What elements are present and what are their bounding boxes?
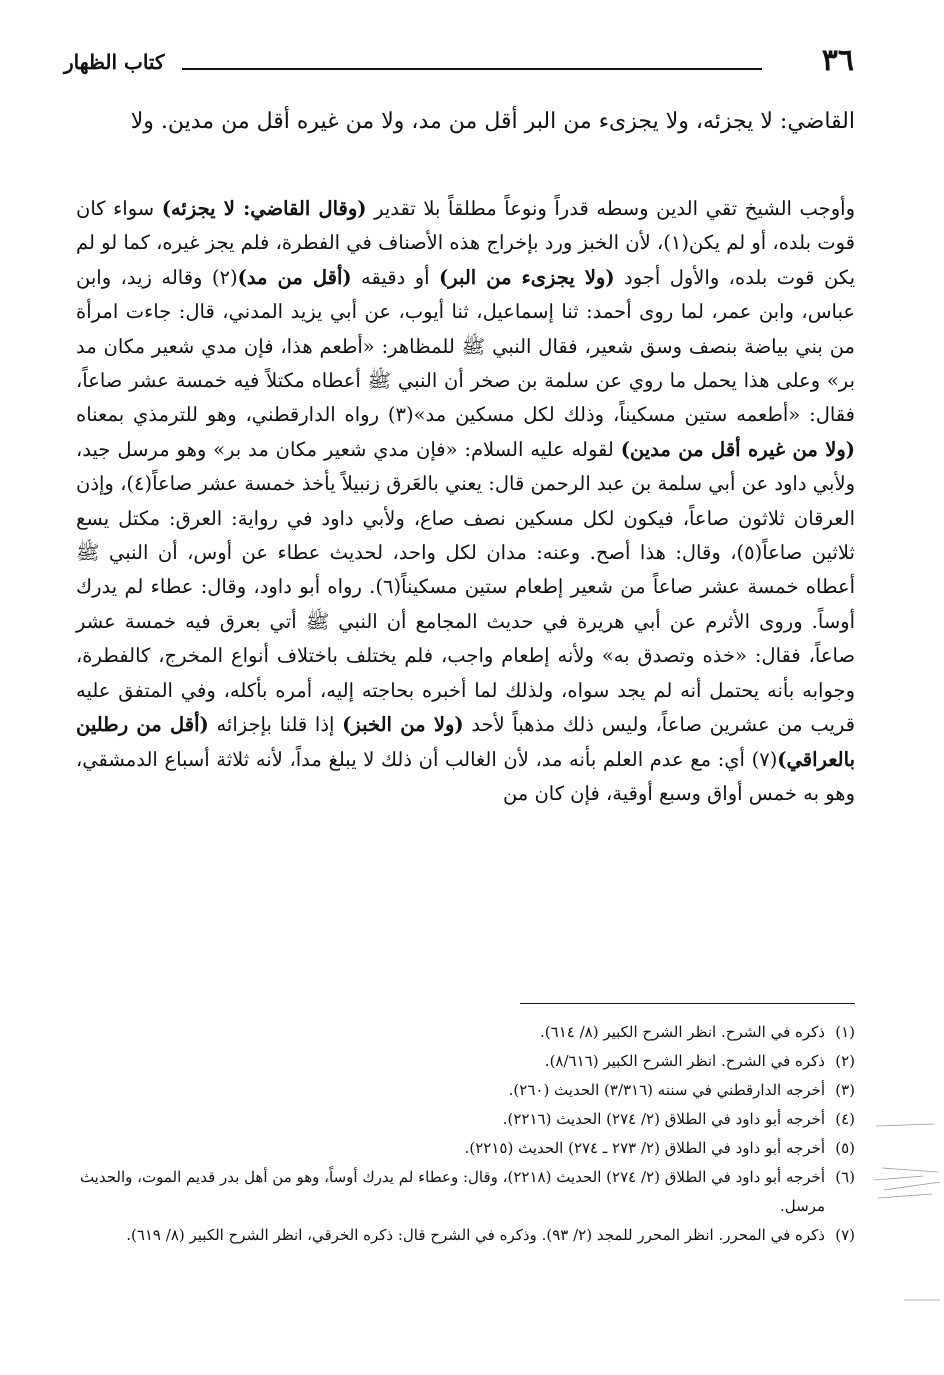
footnote-text: ذكره في المحرر. انظر المحرر للمجد (٢/ ٩٣). وذكره في الشرح قال: ذكره الخرقي، انظر الشرح الكبير (٨/ ٦١٩).	[126, 1226, 825, 1244]
commentary-segment: ، لأن الخبز ورد بإخراج هذه الأصناف في الفطرة، فلم يجز غيره، كما لو لم يكن قوت بلده، والأول أجود	[76, 231, 855, 289]
quoted-matn: (أقل من رطلين بالعراقي)	[76, 713, 855, 771]
page-header	[64, 44, 854, 78]
footnote-item	[76, 1105, 855, 1134]
pencil-line	[882, 1168, 938, 1172]
quoted-matn: (وقال القاضي: لا يجزئه)	[161, 197, 367, 220]
commentary-segment: وقاله زيد، وابن عباس، وابن عمر، لما روى أحمد: ثنا إسماعيل، ثنا أيوب، عن أبي يزيد المدني، قال: جاءت امرأة من بني بياضة بنصف وسق شعير، فقال النبي ﷺ للمظاهر: «أطعم هذا، فإن مدي شعير مكان مد بر» وعلى هذا يحمل ما روي عن سلمة بن صخر أن النبي ﷺ أعطاه مكتلاً فيه خمسة عشر صاعاً، فقال: «أطعمه ستين مسكيناً، وذلك لكل مسكين مد»	[76, 265, 855, 427]
page-number: ٣٦	[821, 43, 854, 78]
commentary-text	[76, 192, 855, 811]
margin-pencil-marks	[874, 1110, 944, 1310]
footnote-ref: (٣)	[387, 403, 414, 427]
matn-text: القاضي: لا يجزئه، ولا يجزىء من البر أقل من مد، ولا من غيره أقل من مدين. ولا	[130, 109, 855, 134]
quoted-matn: (أقل من مد)	[237, 265, 352, 289]
header-divider	[182, 68, 762, 70]
footnote-divider	[520, 1003, 855, 1004]
book-title: كتاب الظهار	[64, 50, 165, 74]
footnote-text: ذكره في الشرح. انظر الشرح الكبير (٨/٦١٦).	[544, 1052, 825, 1070]
footnote-text: أخرجه الدارقطني في سننه (٣/٣١٦) الحديث (٢٦٠).	[508, 1081, 825, 1099]
footnote-number: (١)	[835, 1023, 855, 1041]
footnote-number: (٣)	[835, 1081, 855, 1099]
footnote-text: أخرجه أبو داود في الطلاق (٢/ ٢٧٤) الحديث (٢٢١٨)، وقال: وعطاء لم يدرك أوساً، وهو من أهل بدر قديم الموت، والحديث مرسل.	[79, 1168, 825, 1215]
commentary-segment: ، وقال: هذا أصح. وعنه: مدان لكل واحد، لحديث عطاء عن أوس، أن النبي ﷺ أعطاه خمسة عشر صاعاً من شعير إطعام ستين مسكيناً	[76, 541, 855, 599]
footnote-item	[76, 1134, 855, 1163]
footnote-text: أخرجه أبو داود في الطلاق (٢/ ٢٧٣ ـ ٢٧٤) الحديث (٢٢١٥).	[464, 1139, 825, 1157]
footnote-item	[76, 1047, 855, 1076]
commentary-segment: . رواه أبو داود، وقال: عطاء لم يدرك أوساً. وروى الأثرم عن أبي هريرة في حديث المجامع أن النبي ﷺ أتي بعرق فيه خمسة عشر صاعاً، فقال: «خذه وتصدق به» ولأنه إطعام واجب، فلم يختلف باختلاف أنواع المخرج، كالفطرة، وجوابه بأنه يحتمل أنه لم يجد سواه، ولذلك لما أخبره بحاجته إليه، أمره بأكله، وفي المتفق عليه قريب من عشرين صاعاً، وليس ذلك مذهباً لأحد	[76, 575, 855, 737]
footnote-ref: (٦)	[375, 575, 402, 599]
commentary-segment: ، وإذن العرقان ثلاثون صاعاً، فيكون لكل مسكين نصف صاع، ولأبي داود في رواية: العرق: مكتل يسع ثلاثين صاعاً	[76, 472, 855, 565]
footnote-text: أخرجه أبو داود في الطلاق (٢/ ٢٧٤) الحديث (٢٢١٦).	[502, 1110, 825, 1128]
footnote-text: ذكره في الشرح. انظر الشرح الكبير (٨/ ٦١٤).	[540, 1023, 825, 1041]
footnote-ref: (١)	[663, 231, 689, 255]
footnote-ref: (٥)	[736, 541, 763, 565]
commentary-segment: سواء كان قوت بلده، أو لم يكن	[76, 197, 855, 255]
footnote-ref: (٢)	[211, 265, 238, 289]
footnote-item	[76, 1221, 855, 1250]
commentary-segment: رواه الدارقطني، وهو للترمذي بمعناه	[76, 403, 388, 427]
footnote-item	[76, 1163, 855, 1221]
commentary-segment: لقوله عليه السلام: «فإن مدي شعير مكان مد بر» وهو مرسل جيد، ولأبي داود عن أبي سلمة بن عبد الرحمن قال: يعني بالعَرق زنبيلاً يأخذ خمسة عشر صاعاً	[76, 437, 855, 496]
footnote-item	[76, 1018, 855, 1047]
commentary-segment: إذا قلنا بإجزائه	[208, 713, 343, 737]
footnote-number: (٢)	[835, 1052, 855, 1070]
footnotes-list	[76, 1018, 855, 1250]
commentary-segment: أي: مع عدم العلم بأنه مد، لأن الغالب أن ذلك لا يبلغ مداً، لأنه ثلاثة أسباع الدمشقي، وهو به خمس أواق وسبع أوقية، فإن كان من	[76, 747, 855, 805]
footnote-ref: (٧)	[751, 747, 778, 771]
pencil-line	[876, 1124, 934, 1126]
footnote-number: (٥)	[835, 1139, 855, 1157]
quoted-matn: (ولا من الخبز)	[342, 713, 464, 737]
quoted-matn: (ولا من غيره أقل من مدين)	[620, 437, 856, 461]
footnote-number: (٦)	[835, 1168, 855, 1186]
footnote-number: (٤)	[835, 1110, 855, 1128]
pencil-scribble	[874, 1176, 940, 1198]
commentary-segment: وأوجب الشيخ تقي الدين وسطه قدراً ونوعاً مطلقاً بلا تقدير	[366, 197, 855, 220]
commentary-segment: أو دقيقه	[351, 265, 439, 289]
footnote-number: (٧)	[835, 1226, 855, 1244]
footnote-item	[76, 1076, 855, 1105]
footnote-ref: (٤)	[126, 472, 153, 496]
quoted-matn: (ولا يجزىء من البر)	[438, 265, 615, 289]
